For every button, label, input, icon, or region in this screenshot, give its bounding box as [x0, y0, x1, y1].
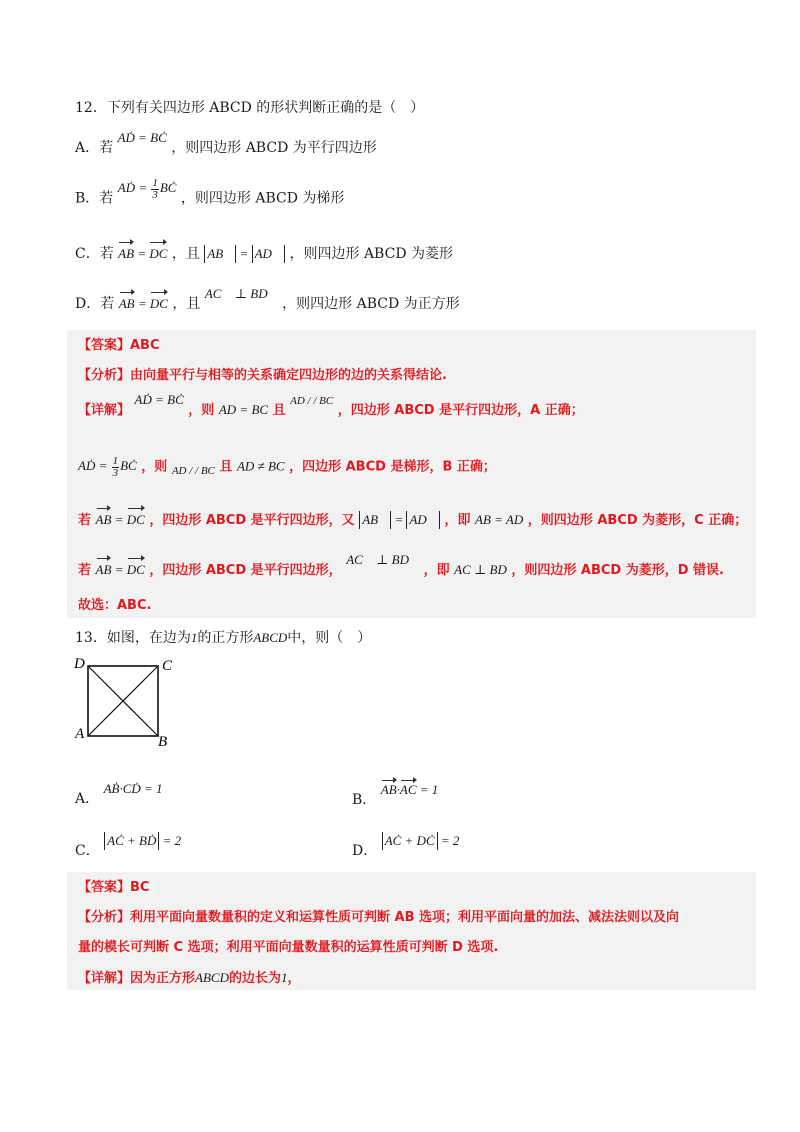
- detail-12-line4: 若 AB = DC ，四边形 ABCD 是平行四边形， AC⃗ ⊥ BD⃗ ，即 AC ⊥ BD ，则四边形 ABCD 为菱形，D 错误.: [78, 552, 724, 578]
- detail-12-line2: [78, 456, 496, 479]
- analysis-13-line1: 【分析】利用平面向量数量积的定义和运算性质可判断 AB 选项；利用平面向量的加法、减法法则以及向: [78, 910, 680, 925]
- vector: DC: [149, 240, 167, 264]
- detail-label: 【详解】: [78, 403, 131, 418]
- option-label: D．若: [75, 296, 115, 312]
- square-abcd-figure: [70, 654, 180, 746]
- q12-option-b: [75, 177, 345, 211]
- detail-text: 且: [219, 459, 233, 475]
- q13-option-a: [75, 778, 163, 807]
- option-text: ，则四边形 ABCD 为平行四边形: [171, 140, 377, 156]
- q12-stem: 12．下列有关四边形 ABCD 的形状判断正确的是（ ）: [75, 100, 425, 116]
- detail-12-line1: [78, 392, 584, 421]
- formula: AḊ = BĊ: [134, 392, 184, 407]
- formula: AĊ + DĊ: [382, 832, 438, 850]
- detail-12-line3: 若 AB = DC ，四边形 ABCD 是平行四边形，又 AB⃗ = AD⃗ ，即 AB = AD ，则四边形 ABCD 为菱形，C 正确；: [78, 506, 747, 531]
- formula: AĊ + BḊ: [104, 832, 159, 850]
- detail-text: 若: [78, 513, 92, 528]
- formula: AD = BC: [218, 402, 269, 417]
- option-label: B．: [352, 792, 377, 808]
- formula: AB⃗: [204, 245, 236, 263]
- formula: AḊ = BĊ: [117, 130, 167, 145]
- formula: AD ≠ BC: [236, 458, 285, 474]
- formula: AD⃗: [406, 511, 439, 529]
- vertex-label-b: B: [158, 734, 168, 746]
- vertex-label-d: D: [74, 656, 85, 672]
- stem-text: 中，则（ ）: [287, 630, 372, 646]
- formula: ABCD: [253, 630, 288, 645]
- formula: AC⃗ ⊥ BD⃗: [204, 286, 278, 301]
- vector: DC: [127, 506, 145, 530]
- formula: AB = AD: [475, 512, 524, 527]
- option-label: B．若: [75, 190, 114, 207]
- formula: 1: [190, 630, 198, 645]
- q13-option-c: C． AĊ + BḊ = 2: [75, 833, 182, 859]
- detail-text: ，即: [423, 563, 450, 578]
- vector: AB: [96, 506, 112, 530]
- analysis-12: 【分析】由向量平行与相等的关系确定四边形的边的关系得结论.: [78, 368, 447, 383]
- detail-text: 若: [78, 563, 92, 578]
- detail-13: [78, 968, 301, 989]
- option-label: A．若: [75, 140, 114, 156]
- option-text: ，则四边形 ABCD 为菱形: [289, 246, 453, 262]
- formula: AḂ·CḊ = 1: [103, 781, 163, 796]
- detail-text: ，四边形 ABCD 是平行四边形，又: [149, 513, 355, 528]
- answer-13: 【答案】BC: [78, 880, 150, 895]
- stem-text: 13．如图，在边为: [75, 630, 191, 646]
- option-text: ，且: [171, 246, 200, 262]
- detail-text: 【详解】因为正方形: [78, 971, 196, 986]
- option-label: C．: [75, 843, 100, 859]
- detail-text: ，则: [141, 459, 168, 475]
- option-text: ，且: [172, 296, 201, 312]
- q13-option-d: D． AĊ + DĊ = 2: [352, 833, 460, 859]
- detail-text: ，四边形 ABCD 是平行四边形，A 正确；: [337, 403, 584, 418]
- formula: AC ⊥ BD: [454, 562, 507, 577]
- option-label: A．: [75, 791, 100, 807]
- answer-12: 【答案】ABC: [78, 338, 160, 353]
- formula: AḊ = $\frac{1}{3}$ BĊ: [117, 177, 177, 201]
- vector: DC: [150, 290, 168, 314]
- vector: AC: [400, 778, 417, 798]
- option-label: D．: [352, 843, 378, 859]
- q12-option-d: D．若 AB = DC ，且 AC⃗ ⊥ BD⃗ ，则四边形 ABCD 为正方形: [75, 286, 460, 312]
- vector: AB: [119, 290, 135, 314]
- vector: AB: [96, 556, 112, 580]
- formula: AC⃗ ⊥ BD⃗: [346, 552, 420, 567]
- detail-text: ，: [287, 971, 301, 986]
- detail-text: ，四边形 ABCD 是平行四边形，: [149, 563, 342, 578]
- formula: AḊ = $\frac{1}{3}$ BĊ: [78, 455, 137, 479]
- detail-text: ，则四边形 ABCD 为菱形，D 错误.: [511, 563, 724, 578]
- option-text: ，则四边形 ABCD 为梯形: [180, 190, 345, 207]
- detail-text: ，则四边形 ABCD 为菱形，C 正确；: [527, 513, 748, 528]
- formula: AD⃗: [252, 245, 285, 263]
- formula: ABCD: [195, 970, 229, 985]
- vector: AB: [381, 778, 397, 798]
- option-label: C．若: [75, 246, 114, 262]
- formula: AB⃗: [359, 511, 391, 529]
- detail-text: 的边长为: [228, 971, 281, 986]
- q12-option-c: C．若 AB = DC ，且 AB⃗ = AD⃗ ，则四边形 ABCD 为菱形: [75, 240, 453, 264]
- detail-text: 且: [272, 403, 286, 418]
- vertex-label-a: A: [75, 726, 85, 742]
- q13-option-b: B． AB·AC = 1: [352, 778, 438, 799]
- detail-text: ，四边形 ABCD 是梯形，B 正确；: [289, 459, 496, 475]
- formula: AD / / BC: [171, 465, 215, 478]
- stem-text: 的正方形: [197, 630, 254, 646]
- formula: 1: [280, 970, 288, 985]
- option-text: ，则四边形 ABCD 为正方形: [282, 296, 460, 312]
- conclusion-12: 故选：ABC.: [78, 598, 152, 613]
- vector: DC: [127, 556, 145, 580]
- vector: AB: [118, 240, 134, 264]
- q12-option-a: [75, 130, 377, 158]
- analysis-13-line2: 量的模长可判断 C 选项；利用平面向量数量积的运算性质可判断 D 选项.: [78, 940, 499, 955]
- q13-stem: [75, 628, 371, 648]
- detail-text: ，即: [444, 513, 471, 528]
- vertex-label-c: C: [162, 658, 173, 674]
- formula: AD / / BC: [290, 395, 334, 407]
- detail-text: ，则: [188, 403, 215, 418]
